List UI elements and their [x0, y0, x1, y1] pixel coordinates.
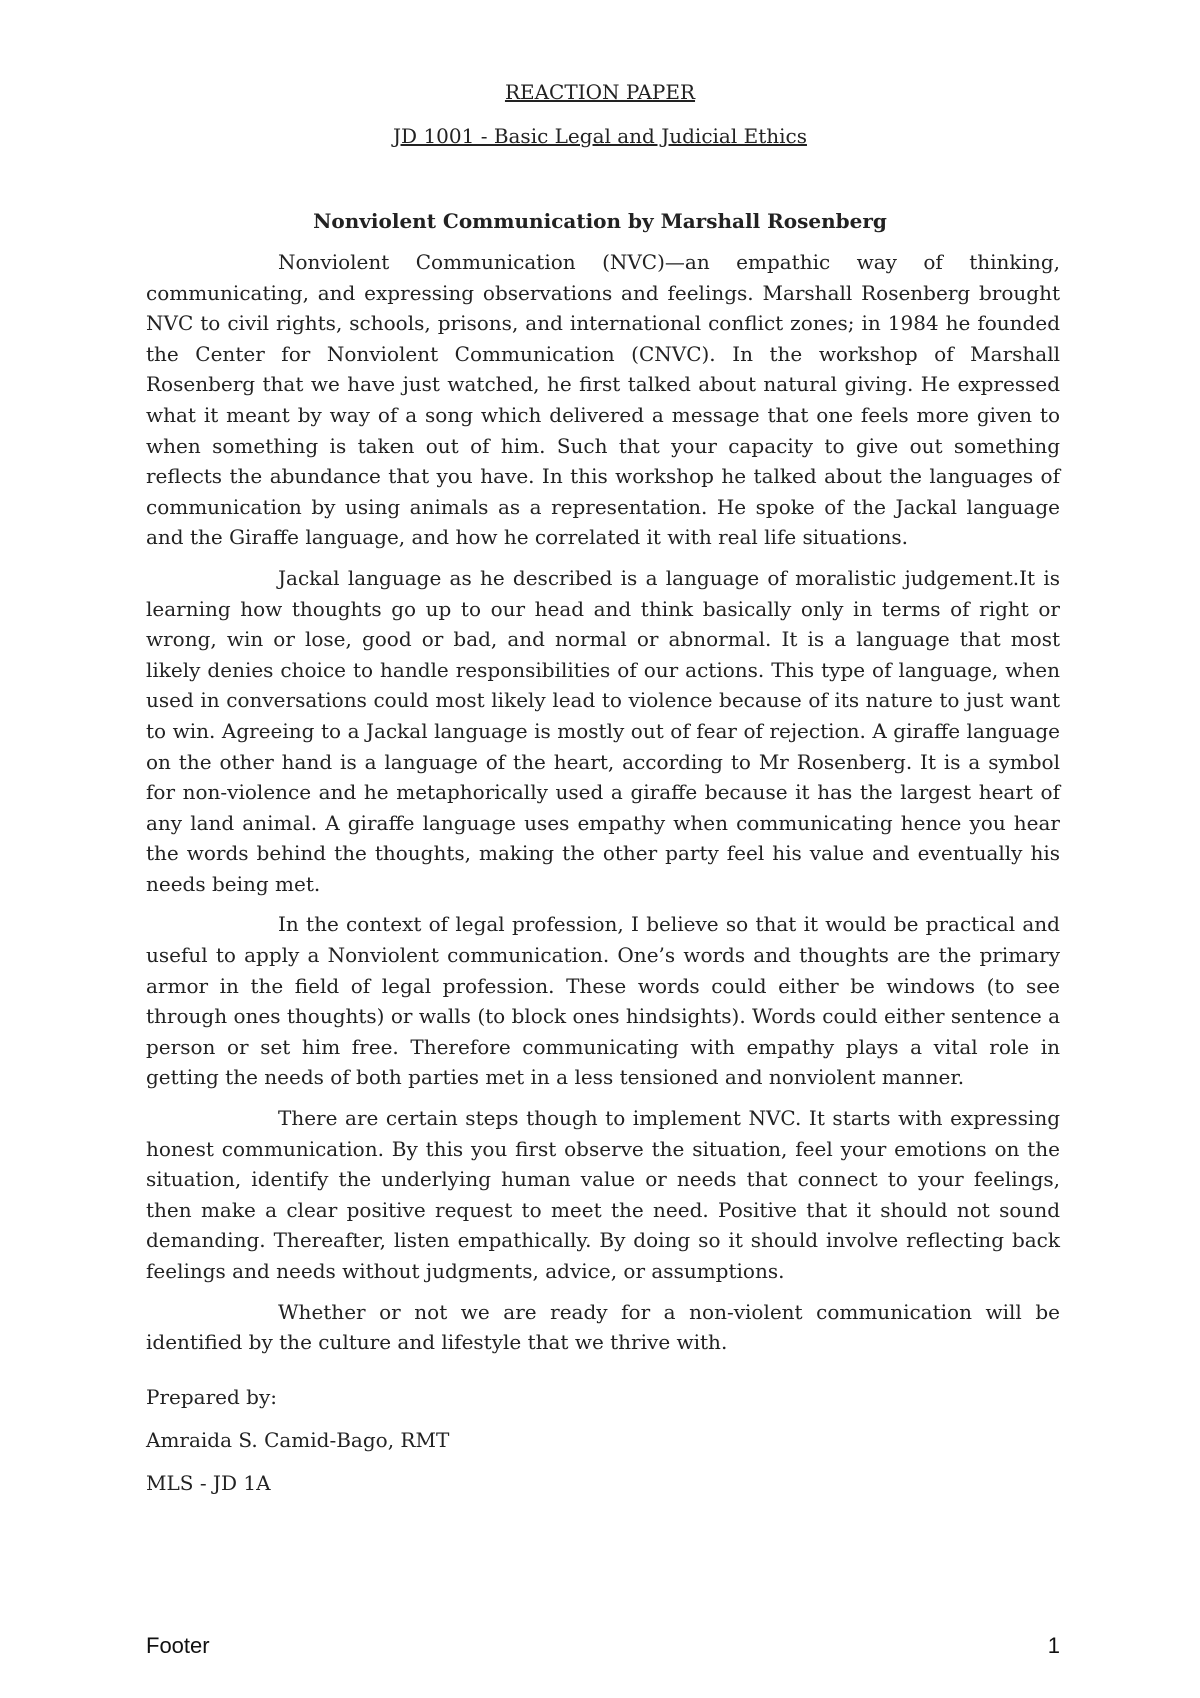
- essay-title: Nonviolent Communication by Marshall Rosenberg: [313, 209, 887, 233]
- paragraph-5: Whether or not we are ready for a non-violent communication will be identified by the culture and lifestyle that we thrive with.: [146, 1299, 1060, 1355]
- author-section: MLS - JD 1A: [146, 1471, 271, 1495]
- paragraph-3: In the context of legal profession, I believe so that it would be practical and useful to apply a Nonviolent communication. One’s words and thoughts are the primary armor in the field of legal profession. These words could either be windows (to see through ones thoughts) or walls (to block ones hindsights). Words could either sentence a person or set him free. Therefore communicating with empathy plays a vital role in getting the needs of both parties met in a less tensioned and nonviolent manner.: [146, 912, 1060, 1090]
- course-title: JD 1001 - Basic Legal and Judicial Ethics: [393, 124, 807, 148]
- paragraph-1: Nonviolent Communication (NVC)—an empathic way of thinking, communicating, and expressing observations and feelings. Marshall Rosenberg brought NVC to civil rights, schools, prisons, and international conflict zones; in 1984 he founded the Center for Nonviolent Communication (CNVC). In the workshop of Marshall Rosenberg that we have just watched, he first talked about natural giving. He expressed what it meant by way of a song which delivered a message that one feels more given to when something is taken out of him. Such that your capacity to give out something reflects the abundance that you have. In this workshop he talked about the languages of communication by using animals as a representation. He spoke of the Jackal language and the Giraffe language, and how he correlated it with real life situations.: [146, 250, 1060, 550]
- signature-block: [146, 1383, 846, 1512]
- paragraph-2: Jackal language as he described is a language of moralistic judgement.It is learning how thoughts go up to our head and think basically only in terms of right or wrong, win or lose, good or bad, and normal or abnormal. It is a language that most likely denies choice to handle responsibilities of our actions. This type of language, when used in conversations could most likely lead to violence because of its nature to just want to win. Agreeing to a Jackal language is mostly out of fear of rejection. A giraffe language on the other hand is a language of the heart, according to Mr Rosenberg. It is a symbol for non-violence and he metaphorically used a giraffe because it has the largest heart of any land animal. A giraffe language uses empathy when communicating hence you hear the words behind the thoughts, making the other party feel his value and eventually his needs being met.: [146, 565, 1060, 896]
- prepared-by-label: Prepared by:: [146, 1385, 277, 1409]
- page-number: 1: [1047, 1633, 1060, 1658]
- paragraph-4: There are certain steps though to implement NVC. It starts with expressing honest communication. By this you first observe the situation, feel your emotions on the situation, identify the underlying human value or needs that connect to your feelings, then make a clear positive request to meet the need. Positive that it should not sound demanding. Thereafter, listen empathically. By doing so it should involve reflecting back feelings and needs without judgments, advice, or assumptions.: [146, 1106, 1060, 1283]
- essay-body: [146, 247, 1060, 1368]
- document-title: REACTION PAPER: [504, 80, 696, 104]
- author-name: Amraida S. Camid-Bago, RMT: [146, 1428, 450, 1452]
- footer-label: Footer: [146, 1633, 210, 1658]
